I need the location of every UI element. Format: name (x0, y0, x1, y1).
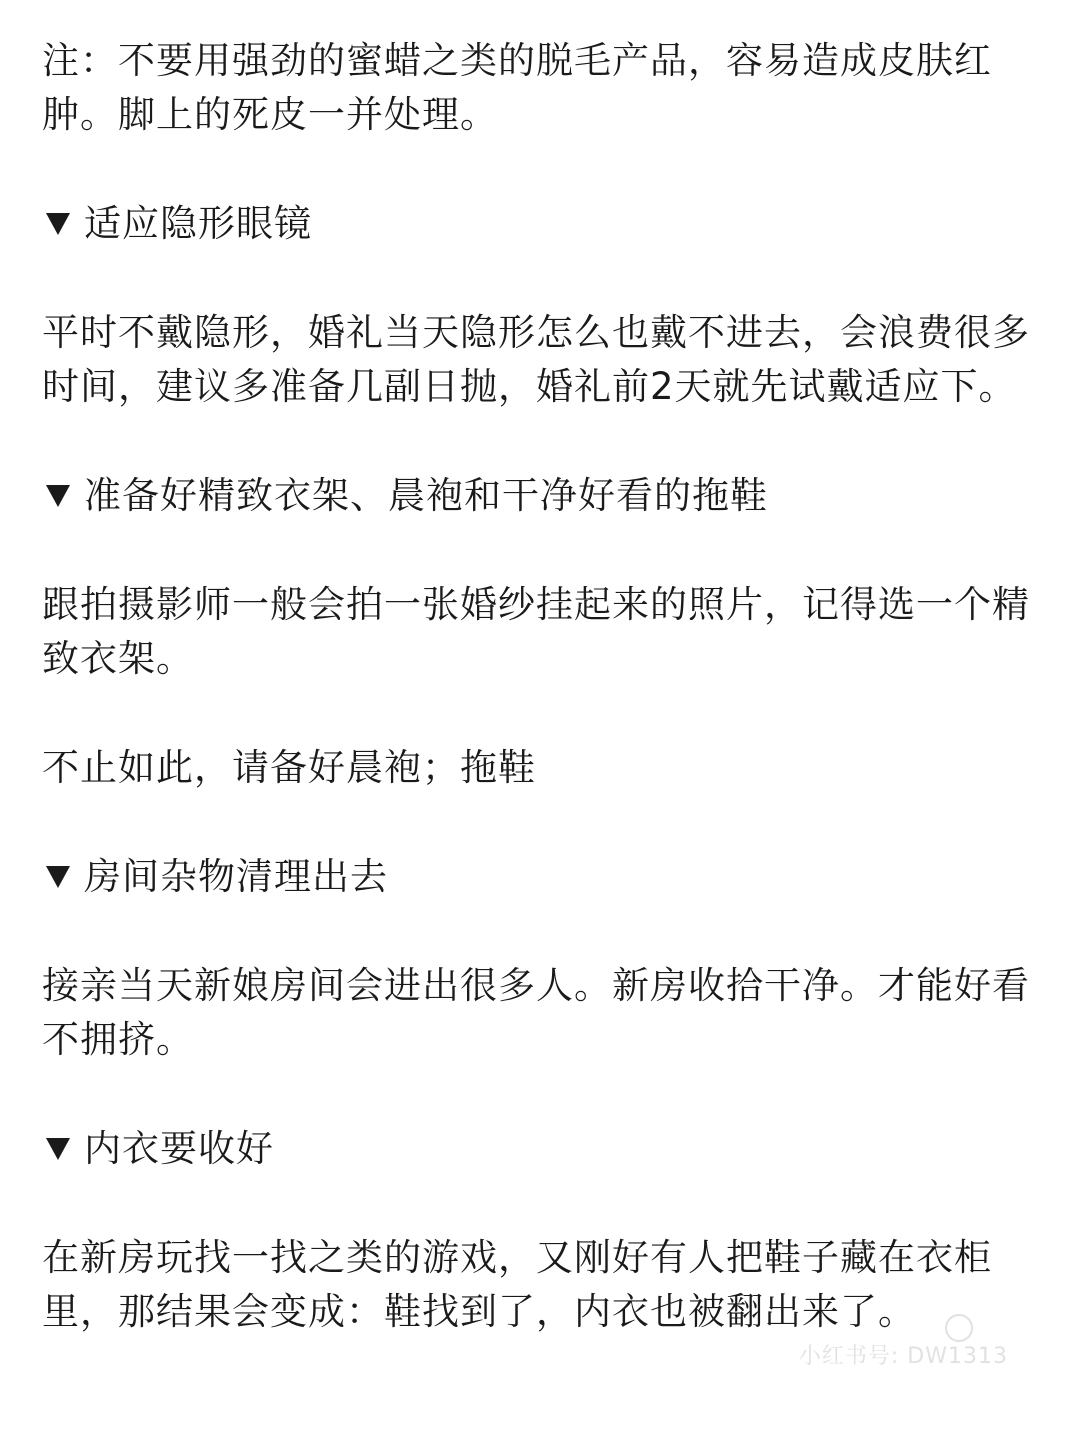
heading-text: 适应隐形眼镜 (84, 202, 312, 245)
heading-text: 内衣要收好 (84, 1127, 274, 1170)
paragraph-robe-slippers: 不止如此，请备好晨袍；拖鞋 (42, 746, 536, 789)
heading-text: 准备好精致衣架、晨袍和干净好看的拖鞋 (84, 474, 768, 517)
paragraph-contact-lenses: 平时不戴隐形，婚礼当天隐形怎么也戴不进去，会浪费很多时间，建议多准备几副日抛，婚礼前2天就先试戴适应下。 (42, 311, 1030, 408)
triangle-bullet-icon (46, 866, 70, 888)
section-heading-hangers (42, 469, 1042, 523)
watermark: 小红书号: DW1313 (798, 1344, 1008, 1369)
paragraph-underwear: 在新房玩找一找之类的游戏，又刚好有人把鞋子藏在衣柜里，那结果会变成：鞋找到了，内衣也被翻出来了。 (42, 1236, 992, 1333)
triangle-bullet-icon (46, 1138, 70, 1160)
article-body (42, 34, 1042, 1394)
section-heading-clean-room (42, 850, 1042, 904)
triangle-bullet-icon (46, 213, 70, 235)
triangle-bullet-icon (46, 485, 70, 507)
section-heading-contact-lenses (42, 197, 1042, 251)
paragraph-note: 注：不要用强劲的蜜蜡之类的脱毛产品，容易造成皮肤红肿。脚上的死皮一并处理。 (42, 39, 992, 136)
heading-text: 房间杂物清理出去 (84, 855, 388, 898)
section-heading-underwear (42, 1122, 1042, 1176)
paragraph-clean-room: 接亲当天新娘房间会进出很多人。新房收拾干净。才能好看不拥挤。 (42, 964, 1030, 1061)
paragraph-hangers: 跟拍摄影师一般会拍一张婚纱挂起来的照片，记得选一个精致衣架。 (42, 583, 1030, 680)
watermark-logo-icon (945, 1314, 973, 1342)
